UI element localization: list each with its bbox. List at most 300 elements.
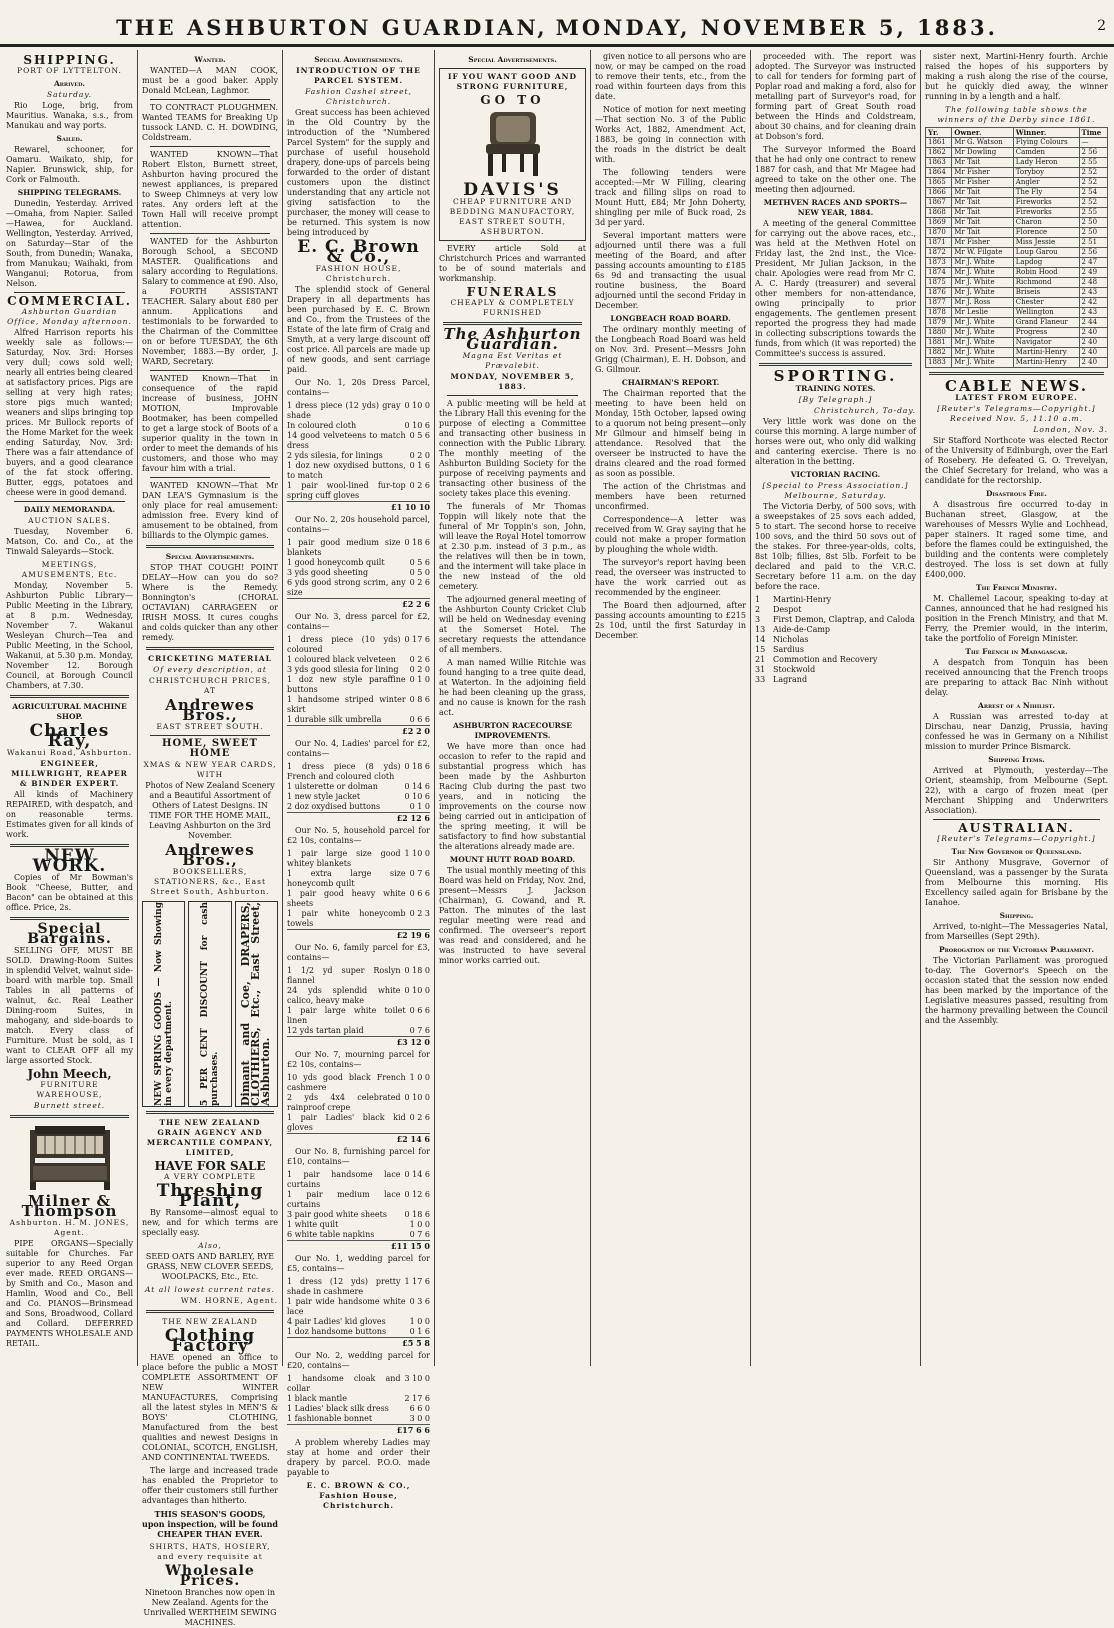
parcel-item (287, 1113, 430, 1133)
table-header-cell: Time (1079, 128, 1108, 138)
parcel-item-price: 0 6 6 (409, 1006, 430, 1015)
parcel-item (287, 1093, 430, 1113)
grain-agency-heading: THE NEW ZEALAND GRAIN AGENCY AND MERCANTILE COMPANY, LIMITED, (146, 1118, 274, 1157)
milner-name: Milner & Thompson (21, 1192, 118, 1220)
parcel-item-price: 0 2 6 (409, 578, 430, 587)
parcel-item-price: 6 6 0 (409, 1404, 430, 1413)
milner-subheading: Ashburton. H. M. JONES, Agent. (9, 1218, 130, 1237)
article-paragraph: Notice of motion for next meeting—That section No. 3 of the Public Works Act, 1882, Amendment Act, 1883, be going in connection with the roads in the district be dealt with. (595, 105, 746, 164)
meetings-text: Monday, November 5. Ashburton Public Library—Public Meeting in the Library, at 8 p.m. Wednesday, November 7. Wakanui Wesleyan Church—Tea and Public Meeting, in the School, Wakanui, at 5.30 p.m. Monday, November 12. Borough Council, at Borough Council Chambers, at 7.30. (6, 581, 133, 690)
table-cell: Loup Garou (1013, 248, 1079, 258)
parcel-item-label: 6 yds good strong scrim, any size (287, 578, 406, 597)
article-paragraph: The surveyor's report having been read, the overseer was instructed to have the work carried out as recommended by the engineer. (595, 558, 746, 597)
betting-horse: Aide-de-Camp (773, 625, 831, 634)
parcel-item-label: 1 black mantle (287, 1394, 347, 1403)
parcel-item (287, 578, 430, 598)
parcel-item-label: 1 handsome cloak and collar (287, 1374, 401, 1393)
andrewes-name: Andrewes Bros., (165, 696, 255, 724)
clothing-heading: THE NEW ZEALAND (162, 1317, 258, 1326)
table-header-cell: Winner. (1013, 128, 1079, 138)
table-cell: Martini-Henry (1013, 358, 1079, 368)
table-cell: Mr Dowling (952, 148, 1014, 158)
article-paragraph: Correspondence—A letter was received from W. Gray saying that he could not make a proper formation by ploughing the whole width. (595, 515, 746, 554)
victorian-racing-subheading: [Special to Press Association.] Melbourne, Saturday. (762, 481, 909, 500)
table-cell: Briseis (1013, 288, 1079, 298)
parcel-total: £2 19 6 (287, 929, 430, 940)
parcel-item-label: 1 pair large size good whitey blankets (287, 849, 401, 868)
parcel-item (287, 1230, 430, 1240)
parcel-item (287, 1026, 430, 1036)
ray-name: Charles Ray, (29, 721, 110, 751)
special-ads-heading: Special Advertisements. (314, 55, 403, 64)
parcel-item-price: 0 3 6 (409, 1297, 430, 1306)
victorian-racing-heading: VICTORIAN RACING. (790, 470, 881, 479)
table-row (926, 288, 1108, 298)
table-cell: Mr Fisher (952, 168, 1014, 178)
table-cell: 2 44 (1079, 318, 1108, 328)
divider (150, 146, 270, 147)
table-cell: 1877 (926, 298, 952, 308)
newspaper-title: THE ASHBURTON GUARDIAN, (116, 14, 548, 40)
table-cell: Charon (1013, 218, 1079, 228)
parcel-item-label: 1 ulsterette or dolman (287, 782, 378, 791)
parcel-item (287, 1220, 430, 1230)
longbeach-text: The ordinary monthly meeting of the Longbeach Road Board was held on Nov. 3rd. Present—Messrs John Grigg (Chairman), E. H. Dobson, and G. Gilmour. (595, 325, 746, 374)
article-paragraph: The following tenders were accepted:—Mr W Filling, clearing track and filling slips on road to Mount Hutt, £84; Mr John Doherty, shingling per mile of Buck road, 2s 3d per yard. (595, 168, 746, 227)
parcel-item-price: 0 18 0 (404, 966, 430, 975)
table-row (926, 158, 1108, 168)
table-cell: 1874 (926, 268, 952, 278)
betting-odds: 3 (755, 615, 761, 624)
parcel-item-label: 1 white quilt (287, 1220, 339, 1229)
parcel-list (287, 378, 430, 1435)
saturday-label: Saturday. (47, 90, 92, 99)
table-cell: 1883 (926, 358, 952, 368)
wanted-heading: Wanted. (194, 55, 226, 64)
betting-odds: 31 (755, 665, 766, 674)
parcel-item-label: 2 yds silesia, for linings (287, 451, 383, 460)
parcel-item-price: 0 14 6 (404, 1170, 430, 1179)
parcel-item-label: 1 extra large size honeycomb quilt (287, 869, 406, 888)
port-heading: PORT OF LYTTELTON. (17, 66, 122, 75)
training-heading: TRAINING NOTES. (795, 384, 876, 393)
parcel-item-label: 3 pair good white sheets (287, 1210, 387, 1219)
parcel-item (287, 1297, 430, 1317)
parcel-item (287, 986, 430, 1006)
parcel-item-label: 1 doz new style paraffine buttons (287, 675, 406, 694)
table-cell: 1880 (926, 328, 952, 338)
parcel-item-price: 3 0 0 (409, 1414, 430, 1423)
betting-row (755, 595, 916, 605)
parcel-item-label: 1 dress piece (10 yds) coloured (287, 635, 401, 654)
betting-horse: Nicholas (773, 635, 809, 644)
nihilist-heading: Arrest of a Nihilist. (978, 701, 1055, 710)
table-cell: 2 52 (1079, 198, 1108, 208)
parcel-item-price: 0 2 0 (409, 665, 430, 674)
parcel-title: Our No. 2, wedding parcel for £20, contains— (287, 1351, 430, 1370)
auctions-text: Tuesday, November 6. Matson, Co. and Co., at the Tinwald Saleyards—Stock. (6, 527, 133, 556)
divider (146, 1111, 274, 1114)
prorogation-text: The Victorian Parliament was prorogued to-day. The Governor's Speech on the occasion stated that the session now ended has been marked by the importance of the Legislative measures passed, resulting from the harmony prevailing between the Council and the Assembly. (925, 956, 1108, 1025)
aus-shipping-heading: Shipping. (999, 911, 1034, 920)
machine-shop-heading: AGRICULTURAL MACHINE SHOP. (12, 702, 127, 721)
betting-row (755, 635, 916, 645)
table-cell: Mr Tait (952, 158, 1014, 168)
article-paragraph: sister next, Martini-Henry fourth. Archie raised the hopes of his supporters by making a rush along the rise of the course, but he quickly died away, the winner running in by a length and a half. (925, 52, 1108, 101)
commercial-subheading: Ashburton Guardian Office, Monday afternoon. (7, 307, 132, 326)
divider (14, 501, 125, 502)
table-cell: 1876 (926, 288, 952, 298)
ray-text: All kinds of Machinery REPAIRED, with despatch, and on reasonable terms. Estimates given for all kinds of work. (6, 790, 133, 839)
table-cell: 2 43 (1079, 308, 1108, 318)
divider (447, 395, 578, 396)
parcel-item-price: 0 5 6 (409, 431, 430, 440)
table-cell: 1868 (926, 208, 952, 218)
sailed-heading: Sailed. (56, 134, 83, 143)
parcel-title: Our No. 2, 20s household parcel, contains— (287, 515, 430, 534)
table-cell: 2 56 (1079, 148, 1108, 158)
betting-list (755, 595, 916, 685)
governor-text: Sir Anthony Musgrave, Governor of Queensland, was a passenger by the Surata from Melbourne this morning. His Excellency sailed again for Brisbane by the Ianahoe. (925, 858, 1108, 907)
parcel-item-price: 0 18 6 (404, 762, 430, 771)
table-cell: 1861 (926, 138, 952, 148)
table-cell: Mr J. White (952, 318, 1014, 328)
divider (146, 647, 274, 650)
table-cell: 1870 (926, 228, 952, 238)
parcel-item (287, 1327, 430, 1337)
column-1 (2, 50, 138, 1366)
table-row (926, 278, 1108, 288)
table-cell: 2 47 (1079, 258, 1108, 268)
divider (150, 370, 270, 371)
parcel-item (287, 431, 430, 451)
table-cell: 1879 (926, 318, 952, 328)
commercial-heading: COMMERCIAL. (7, 294, 132, 308)
wholesale-prices: Wholesale Prices. (165, 1563, 255, 1589)
betting-odds: 13 (755, 625, 766, 634)
parcel-title: Our No. 8, furnishing parcel for £10, contains— (287, 1147, 430, 1166)
article-paragraph: The Surveyor informed the Board that he had only one contract to renew 1887 for cash, and that Mr Magee had agreed to take on the other one. The meeting then adjourned. (755, 145, 916, 194)
parcel-item (287, 715, 430, 725)
article-paragraph: proceeded with. The report was adopted. The Surveyor was instructed to call for tenders for forming part of Poplar road and making a ford, also for metalling part of Surveyor's road, for forming part of Great South road between the Hinds and Coldstream, about 30 chains, and for cleaning drain at Dobson's ford. (755, 52, 916, 141)
divider (150, 735, 270, 736)
meech-subheading: FURNITURE WAREHOUSE, (36, 1080, 103, 1099)
parcel-item-label: 1 durable silk umbrella (287, 715, 382, 724)
table-cell: 1882 (926, 348, 952, 358)
table-cell: Progress (1013, 328, 1079, 338)
guardian-motto: Magna Est Veritas et Prævalebit. (462, 351, 563, 370)
table-row (926, 238, 1108, 248)
table-row (926, 298, 1108, 308)
divider (10, 1115, 129, 1118)
ec-brown-text: The splendid stock of General Drapery in all departments has been purchased by E. C. Brown and Co., from the Trustees of the Estate of the late firm of Craig and Smyth, at a very large discount off cost price. All parcels are made up of new goods, and sent carriage paid. (287, 285, 430, 374)
betting-horse: Despot (773, 605, 802, 614)
table-cell: Wellington (1013, 308, 1079, 318)
parcel-item-price: 2 17 6 (404, 1394, 430, 1403)
wanted-ad: WANTED KNOWN—That Robert Elston, Burnett street, Ashburton having procured the newest appliances, is prepared to Sweep Chimneys at very low rates. Any orders left at the Town Hall will receive prompt attention. (142, 150, 278, 229)
page-number: 2 (1097, 18, 1106, 34)
betting-horse: First Demon, Claptrap, and Caloda (773, 615, 915, 624)
arrived-heading: Arrived. (53, 79, 86, 88)
bargains-heading: Special Bargains. (27, 921, 112, 947)
parcel-title: Our No. 1, wedding parcel for £5, contains— (287, 1254, 430, 1273)
parcel-title: Our No. 7, mourning parcel for £2 10s, contains— (287, 1050, 430, 1069)
table-cell: Martini-Henry (1013, 348, 1079, 358)
parcel-item-price: 0 2 0 (409, 451, 430, 460)
parcel-item-price: 0 2 6 (409, 481, 430, 490)
newspaper-columns (2, 50, 1112, 1627)
racecourse-heading: ASHBURTON RACECOURSE IMPROVEMENTS. (452, 721, 573, 740)
table-cell: Mr J. White (952, 358, 1014, 368)
table-cell: 2 43 (1079, 288, 1108, 298)
parcel-item-label: 1 handsome striped winter skirt (287, 695, 406, 714)
australian-heading: AUSTRALIAN. (958, 821, 1075, 835)
parcel-item-price: 0 7 6 (409, 1026, 430, 1035)
table-header-cell: Owner. (952, 128, 1014, 138)
parcel-item (287, 568, 430, 578)
parcel-item-price: 1 0 0 (409, 1220, 430, 1229)
parcel-item-label: 1 pair medium lace curtains (287, 1190, 401, 1209)
shipping-telegrams-text: Dunedin, Yesterday. Arrived—Omaha, from Napier. Sailed—Hawea, for Auckland. Wellington, Yesterday. Arrived, on Saturday—Star of the South, from Dunedin; Wanaka, from Manukau; Waihaki, from Wanganui; Rotorua, from Nelson. (6, 199, 133, 288)
table-cell: Chester (1013, 298, 1079, 308)
parcel-total: £5 5 8 (287, 1337, 430, 1348)
threshing-plant-heading: Threshing Plant, (156, 1181, 264, 1211)
divider (150, 233, 270, 234)
special-ads-heading: Special Advertisements. (165, 552, 255, 561)
column-7 (921, 50, 1112, 1366)
divider (929, 372, 1104, 375)
vertical-ad (188, 901, 231, 1107)
table-cell: Mr J. White (952, 258, 1014, 268)
madagascar-text: A despatch from Tonquin has been received announcing that the French troops are preparing to attack Bac Ninh without delay. (925, 658, 1108, 697)
parcel-item-price: 0 5 0 (409, 568, 430, 577)
parcel-item (287, 421, 430, 431)
home-sweet-home-heading: HOME, SWEET HOME (162, 738, 258, 759)
betting-row (755, 675, 916, 685)
derby-winners-table (925, 127, 1108, 368)
parcel-item-label: 1 doz new oxydised buttons, to match (287, 461, 406, 480)
table-cell: 1862 (926, 148, 952, 158)
leader-paragraph: A man named Willie Ritchie was found hanging to a tree quite dead, at Waterton. In the adjoining field he had been cleaning up the grass, and no cause is known for the rash act. (439, 658, 586, 717)
parcel-item-label: 1 fashionable bonnet (287, 1414, 373, 1423)
parcel-item-price: 0 17 6 (404, 635, 430, 644)
table-cell: 1867 (926, 198, 952, 208)
cable-place: London, Nov. 3. (1033, 425, 1108, 434)
grain-text: A VERY COMPLETE (164, 1172, 256, 1181)
table-cell: Mr Fisher (952, 238, 1014, 248)
parcel-offer (287, 739, 430, 823)
shipping-items-heading: Shipping Items. (988, 755, 1045, 764)
table-cell: — (1079, 138, 1108, 148)
french-ministry-heading: The French Ministry. (976, 583, 1057, 592)
clothing-text-2: The large and increased trade has enabled the Proprietor to offer their customers still further advantages than hitherto. (142, 1466, 278, 1505)
parcel-item (287, 792, 430, 802)
wanted-ad: WANTED Known—That in consequence of the rapid increase of business, JOHN MOTION, Improvable Bootmaker, has been compelled to get a large stock of Boots of a superior quality in the town in order to meet the demands of his customers, and those who may favour him with a trial. (142, 374, 278, 473)
ray-address: Wakanui Road, Ashburton. (6, 748, 133, 757)
sailed-text: Rewarel, schooner, for Oamaru. Waikato, ship, for Napier. Brunswick, ship, for Cork or Falmouth. (6, 145, 133, 184)
betting-row (755, 665, 916, 675)
parcel-item-price: 0 1 6 (409, 461, 430, 470)
table-row (926, 328, 1108, 338)
table-cell: 2 40 (1079, 338, 1108, 348)
parcel-item-label: 3 yds good sheeting (287, 568, 369, 577)
parcel-item-price: 1 17 6 (404, 1277, 430, 1286)
table-cell: Grand Flaneur (1013, 318, 1079, 328)
betting-odds: 14 (755, 635, 766, 644)
parcel-item (287, 1394, 430, 1404)
parcel-item (287, 558, 430, 568)
parcel-item-price: 0 10 0 (404, 401, 430, 410)
table-cell: Mr Tait (952, 208, 1014, 218)
table-cell: Mr Tait (952, 218, 1014, 228)
table-cell: Flying Colours (1013, 138, 1079, 148)
andrewes-name: Andrewes Bros., (165, 841, 255, 869)
parcel-item (287, 1073, 430, 1093)
table-cell: 1866 (926, 188, 952, 198)
shipping-items-text: Arrived at Plymouth, yesterday—The Orient, steamship, from Melbourne (Sept. 22), with a cargo of frozen meat (per Merchant Shipping and Underwriters Association). (925, 766, 1108, 815)
arrived-text: Rio Loge, brig, from Mauritius. Wanaka, s.s., from Manukau and way ports. (6, 101, 133, 130)
table-cell: The Fly (1013, 188, 1079, 198)
table-row (926, 148, 1108, 158)
parcel-item (287, 966, 430, 986)
vertical-ad (142, 901, 185, 1107)
betting-odds: 15 (755, 645, 766, 654)
parcel-item (287, 675, 430, 695)
table-cell: Fireworks (1013, 198, 1079, 208)
column-5 (591, 50, 751, 1366)
training-subheading: [By Telegraph.] (798, 395, 873, 404)
issue-date: MONDAY, NOVEMBER 5, 1883. (555, 14, 998, 40)
table-row (926, 138, 1108, 148)
table-cell: 2 51 (1079, 238, 1108, 248)
cable-news-heading: CABLE NEWS. (945, 377, 1088, 395)
parcel-item-price: 0 18 6 (404, 1210, 430, 1219)
table-row (926, 318, 1108, 328)
racecourse-text: We have more than once had occasion to refer to the rapid and substantial progress which has been made by the Ashburton Racing Club during the past two years, and in noticing the improvements on the course now being carried out in anticipation of the spring meeting, it will be satisfactory to find how substantial the alterations already made are. (439, 742, 586, 851)
divider (759, 363, 912, 366)
betting-row (755, 625, 916, 635)
table-cell: Mr J. White (952, 268, 1014, 278)
table-cell: 1872 (926, 248, 952, 258)
parcel-footer-text: A problem whereby Ladies may stay at home and order their drapery by parcel. P.O.O. made payable to (287, 1438, 430, 1477)
parcel-item-label: 1 1/2 yd super Roslyn flannel (287, 966, 401, 985)
table-row (926, 308, 1108, 318)
table-cell: Lapdog (1013, 258, 1079, 268)
current-rates: At all lowest current rates. (145, 1285, 275, 1294)
parcel-item-label: 1 dress piece (8 yds) French and coloured cloth (287, 762, 401, 781)
masthead-rule (0, 44, 1114, 47)
table-cell: 2 52 (1079, 178, 1108, 188)
table-row (926, 228, 1108, 238)
clothing-factory-name: Clothing Factory (164, 1326, 256, 1356)
davis-name: DAVIS'S (463, 180, 562, 200)
table-cell: Mr J. White (952, 328, 1014, 338)
clothing-text: HAVE opened an office to place before the public a MOST COMPLETE ASSORTMENT OF NEW WINTER MANUFACTURES, Comprising all the latest styles in MEN'S & BOYS' CLOTHING, Manufactured from the best qualities and newest Designs in COLONIAL, SCOTCH, ENGLISH, AND CONTINENTAL TWEEDS. (142, 1353, 278, 1462)
parcel-item-price: 0 2 6 (409, 655, 430, 664)
parcel-item (287, 1404, 430, 1414)
table-cell: 2 55 (1079, 208, 1108, 218)
table-cell: Mr Tait (952, 228, 1014, 238)
article-paragraph: given notice to all persons who are now, or may be camped on the road to remove their tents, etc., from the road within fourteen days from this date. (595, 52, 746, 101)
parcel-item-label: 4 pair Ladies' kid gloves (287, 1317, 386, 1326)
meech-name: John Meech, (27, 1067, 112, 1081)
table-cell: Fireworks (1013, 208, 1079, 218)
parcel-item (287, 1414, 430, 1424)
parcel-item-label: 1 pair good medium size blankets (287, 538, 401, 557)
parcel-total: £3 12 0 (287, 1036, 430, 1047)
parcel-item-price: 0 1 6 (409, 1327, 430, 1336)
wanted-ad: TO CONTRACT PLOUGHMEN. Wanted TEAMS for Breaking Up tussock LAND. C. H. DOWDING, Coldstream. (142, 103, 278, 142)
table-cell: 2 55 (1079, 158, 1108, 168)
parcel-item-price: 3 10 0 (404, 1374, 430, 1383)
also-label: Also, (198, 1241, 222, 1250)
dimant-coe-ad: Dimant and Coe, DRAPERS, CLOTHIERS, Etc., East Street, Ashburton. (239, 902, 273, 1106)
parcel-item (287, 538, 430, 558)
parcel-item-price: 0 18 6 (404, 538, 430, 547)
memoranda-heading: DAILY MEMORANDA. (23, 505, 116, 514)
parcel-item (287, 1190, 430, 1210)
column-3 (283, 50, 435, 1510)
vertical-ads (142, 901, 278, 1107)
parcel-item-label: 1 pair large white toilet linen (287, 1006, 406, 1025)
column-2 (138, 50, 283, 1627)
chairmans-report-heading: CHAIRMAN'S REPORT. (621, 378, 720, 387)
parcel-offer (287, 1351, 430, 1435)
davis-ad (439, 68, 586, 241)
table-cell: Robin Hood (1013, 268, 1079, 278)
parcel-item-price: 0 2 6 (409, 1113, 430, 1122)
parcel-item-price: 0 10 6 (404, 792, 430, 801)
davis-text: EVERY article Sold at Christchurch Prices and warranted to be of sound materials and workmanship. (439, 244, 586, 283)
parcel-item-label: 1 pair white honeycomb towels (287, 909, 406, 928)
table-cell: Mr Tait (952, 198, 1014, 208)
parcel-item-price: 0 1 0 (409, 675, 430, 684)
article-paragraph: The action of the Christmas and members have been returned unconfirmed. (595, 482, 746, 511)
parcel-item (287, 849, 430, 869)
table-cell: 1869 (926, 218, 952, 228)
parcel-item-label: 6 white table napkins (287, 1230, 375, 1239)
funerals-heading: FUNERALS (466, 285, 559, 299)
table-header-cell: Yr. (926, 128, 952, 138)
meech-address: Burnett street. (33, 1101, 106, 1110)
table-row (926, 258, 1108, 268)
home-text: Photos of New Zealand Scenery and a Beautiful Assortment of Others of Latest Designs. IN TIME FOR THE HOME MAIL, Leaving Ashburton on the 3rd November. (145, 781, 275, 840)
davis-subheading: CHEAP FURNITURE AND BEDDING MANUFACTORY, EAST STREET SOUTH, ASHBURTON. (449, 197, 576, 236)
parcel-total: £17 6 6 (287, 1424, 430, 1435)
parcel-item-label: 14 good velveteens to match dress (287, 431, 406, 450)
cheaper-than-ever: THIS SEASON'S GOODS, upon inspection, will be found CHEAPER THAN EVER. (142, 1509, 278, 1539)
table-cell: 2 40 (1079, 358, 1108, 368)
parcel-item-price: 0 1 0 (409, 802, 430, 811)
guardian-date: MONDAY, NOVEMBER 5, 1883. (450, 372, 575, 391)
parcel-item-label: 1 dress (12 yds) pretty shade in cashmere (287, 1277, 401, 1296)
new-work-heading: NEW WORK. (32, 846, 107, 876)
divider (150, 99, 270, 100)
cricket-prices: CHRISTCHURCH PRICES, AT (148, 676, 272, 695)
parcel-item-price: 0 10 0 (404, 1093, 430, 1102)
parcel-item-price: 0 2 3 (409, 909, 430, 918)
table-cell: Mr J. Ross (952, 298, 1014, 308)
governor-heading: The New Governor of Queensland. (951, 847, 1082, 856)
parcel-item (287, 635, 430, 655)
parcel-item-label: 1 new style jacket (287, 792, 361, 801)
parcel-item-price: 0 5 6 (409, 558, 430, 567)
parcel-item-price: 1 10 0 (404, 849, 430, 858)
parcel-item (287, 1374, 430, 1394)
ec-brown-subheading: FASHION HOUSE, Christchurch. (315, 264, 402, 283)
table-cell: Mr W. Filgate (952, 248, 1014, 258)
parcel-item (287, 889, 430, 909)
